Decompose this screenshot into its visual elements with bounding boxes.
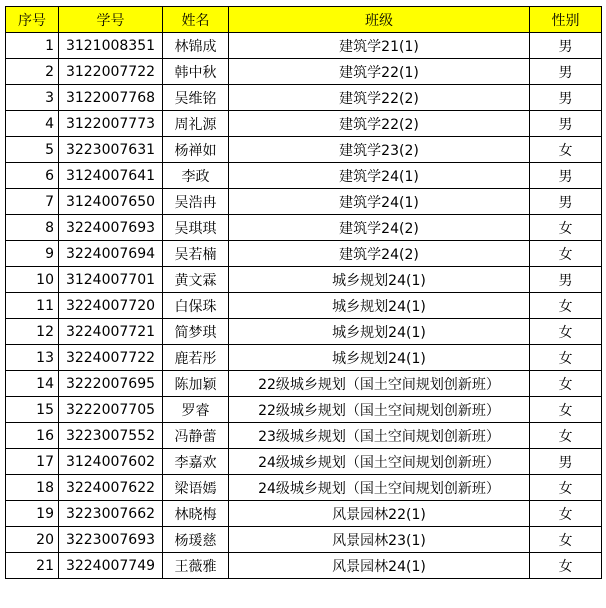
cell-name: 李政 [163, 163, 229, 189]
cell-class: 城乡规划24(1) [229, 319, 530, 345]
table-row [6, 475, 602, 501]
cell-student-id: 3122007768 [59, 85, 163, 111]
cell-gender: 男 [530, 59, 602, 85]
cell-name: 韩中秋 [163, 59, 229, 85]
cell-index: 5 [6, 137, 59, 163]
cell-gender: 女 [530, 423, 602, 449]
cell-gender: 女 [530, 397, 602, 423]
table-row [6, 85, 602, 111]
cell-class: 建筑学22(2) [229, 85, 530, 111]
cell-index: 2 [6, 59, 59, 85]
cell-student-id: 3224007622 [59, 475, 163, 501]
cell-name: 吴维铭 [163, 85, 229, 111]
cell-student-id: 3224007694 [59, 241, 163, 267]
table-row [6, 553, 602, 579]
cell-gender: 男 [530, 189, 602, 215]
cell-student-id: 3124007602 [59, 449, 163, 475]
cell-index: 17 [6, 449, 59, 475]
cell-student-id: 3124007650 [59, 189, 163, 215]
cell-gender: 男 [530, 111, 602, 137]
cell-name: 杨瑗慈 [163, 527, 229, 553]
cell-class: 24级城乡规划（国土空间规划创新班） [229, 449, 530, 475]
cell-class: 风景园林22(1) [229, 501, 530, 527]
cell-student-id: 3222007695 [59, 371, 163, 397]
cell-student-id: 3224007693 [59, 215, 163, 241]
cell-class: 风景园林24(1) [229, 553, 530, 579]
cell-class: 建筑学23(2) [229, 137, 530, 163]
cell-class: 建筑学22(2) [229, 111, 530, 137]
table-body [6, 33, 602, 579]
cell-name: 梁语嫣 [163, 475, 229, 501]
cell-student-id: 3124007641 [59, 163, 163, 189]
cell-class: 建筑学21(1) [229, 33, 530, 59]
cell-gender: 男 [530, 449, 602, 475]
cell-name: 黄文霖 [163, 267, 229, 293]
cell-student-id: 3222007705 [59, 397, 163, 423]
table-row [6, 423, 602, 449]
cell-gender: 女 [530, 215, 602, 241]
cell-gender: 男 [530, 267, 602, 293]
cell-index: 20 [6, 527, 59, 553]
cell-index: 7 [6, 189, 59, 215]
header-row [6, 7, 602, 33]
cell-class: 风景园林23(1) [229, 527, 530, 553]
table-row [6, 319, 602, 345]
cell-class: 城乡规划24(1) [229, 345, 530, 371]
cell-student-id: 3223007662 [59, 501, 163, 527]
cell-gender: 女 [530, 475, 602, 501]
table-row [6, 189, 602, 215]
cell-index: 9 [6, 241, 59, 267]
cell-name: 吴浩冉 [163, 189, 229, 215]
cell-class: 建筑学22(1) [229, 59, 530, 85]
table-row [6, 163, 602, 189]
cell-gender: 男 [530, 163, 602, 189]
cell-class: 建筑学24(2) [229, 215, 530, 241]
cell-student-id: 3224007749 [59, 553, 163, 579]
cell-name: 陈加颖 [163, 371, 229, 397]
cell-gender: 男 [530, 33, 602, 59]
student-table [5, 6, 602, 579]
table-row [6, 33, 602, 59]
table-row [6, 215, 602, 241]
cell-class: 城乡规划24(1) [229, 267, 530, 293]
cell-gender: 女 [530, 527, 602, 553]
cell-index: 18 [6, 475, 59, 501]
table-row [6, 345, 602, 371]
cell-student-id: 3121008351 [59, 33, 163, 59]
cell-name: 周礼源 [163, 111, 229, 137]
cell-student-id: 3124007701 [59, 267, 163, 293]
cell-index: 16 [6, 423, 59, 449]
table-row [6, 527, 602, 553]
cell-name: 白保珠 [163, 293, 229, 319]
cell-index: 4 [6, 111, 59, 137]
cell-gender: 女 [530, 501, 602, 527]
cell-gender: 女 [530, 137, 602, 163]
cell-class: 建筑学24(2) [229, 241, 530, 267]
table-row [6, 267, 602, 293]
cell-gender: 女 [530, 345, 602, 371]
cell-student-id: 3224007722 [59, 345, 163, 371]
cell-name: 吴琪琪 [163, 215, 229, 241]
cell-student-id: 3224007721 [59, 319, 163, 345]
header-class: 班级 [229, 7, 530, 33]
cell-name: 简梦琪 [163, 319, 229, 345]
header-name: 姓名 [163, 7, 229, 33]
cell-index: 19 [6, 501, 59, 527]
cell-index: 1 [6, 33, 59, 59]
header-index: 序号 [6, 7, 59, 33]
cell-class: 24级城乡规划（国土空间规划创新班） [229, 475, 530, 501]
cell-class: 建筑学24(1) [229, 163, 530, 189]
cell-student-id: 3223007631 [59, 137, 163, 163]
cell-index: 15 [6, 397, 59, 423]
cell-gender: 女 [530, 553, 602, 579]
cell-name: 李嘉欢 [163, 449, 229, 475]
cell-index: 13 [6, 345, 59, 371]
cell-gender: 女 [530, 319, 602, 345]
cell-index: 6 [6, 163, 59, 189]
cell-name: 吴若楠 [163, 241, 229, 267]
cell-index: 12 [6, 319, 59, 345]
cell-student-id: 3223007693 [59, 527, 163, 553]
cell-index: 8 [6, 215, 59, 241]
cell-student-id: 3224007720 [59, 293, 163, 319]
table-row [6, 501, 602, 527]
cell-gender: 女 [530, 371, 602, 397]
table-row [6, 59, 602, 85]
table-row [6, 111, 602, 137]
cell-class: 城乡规划24(1) [229, 293, 530, 319]
table-row [6, 137, 602, 163]
cell-class: 建筑学24(1) [229, 189, 530, 215]
cell-index: 21 [6, 553, 59, 579]
cell-student-id: 3122007773 [59, 111, 163, 137]
table-row [6, 371, 602, 397]
header-student-id: 学号 [59, 7, 163, 33]
cell-name: 冯静蕾 [163, 423, 229, 449]
cell-class: 23级城乡规划（国土空间规划创新班） [229, 423, 530, 449]
cell-index: 11 [6, 293, 59, 319]
cell-gender: 男 [530, 85, 602, 111]
cell-name: 罗睿 [163, 397, 229, 423]
cell-name: 杨禅如 [163, 137, 229, 163]
cell-name: 林锦成 [163, 33, 229, 59]
cell-gender: 女 [530, 293, 602, 319]
cell-class: 22级城乡规划（国土空间规划创新班） [229, 397, 530, 423]
cell-class: 22级城乡规划（国土空间规划创新班） [229, 371, 530, 397]
cell-name: 林晓梅 [163, 501, 229, 527]
table-row [6, 397, 602, 423]
table-row [6, 293, 602, 319]
cell-index: 14 [6, 371, 59, 397]
cell-index: 3 [6, 85, 59, 111]
cell-student-id: 3223007552 [59, 423, 163, 449]
cell-gender: 女 [530, 241, 602, 267]
cell-index: 10 [6, 267, 59, 293]
table-row [6, 449, 602, 475]
table-row [6, 241, 602, 267]
cell-student-id: 3122007722 [59, 59, 163, 85]
cell-name: 鹿若彤 [163, 345, 229, 371]
cell-name: 王薇雅 [163, 553, 229, 579]
header-gender: 性别 [530, 7, 602, 33]
